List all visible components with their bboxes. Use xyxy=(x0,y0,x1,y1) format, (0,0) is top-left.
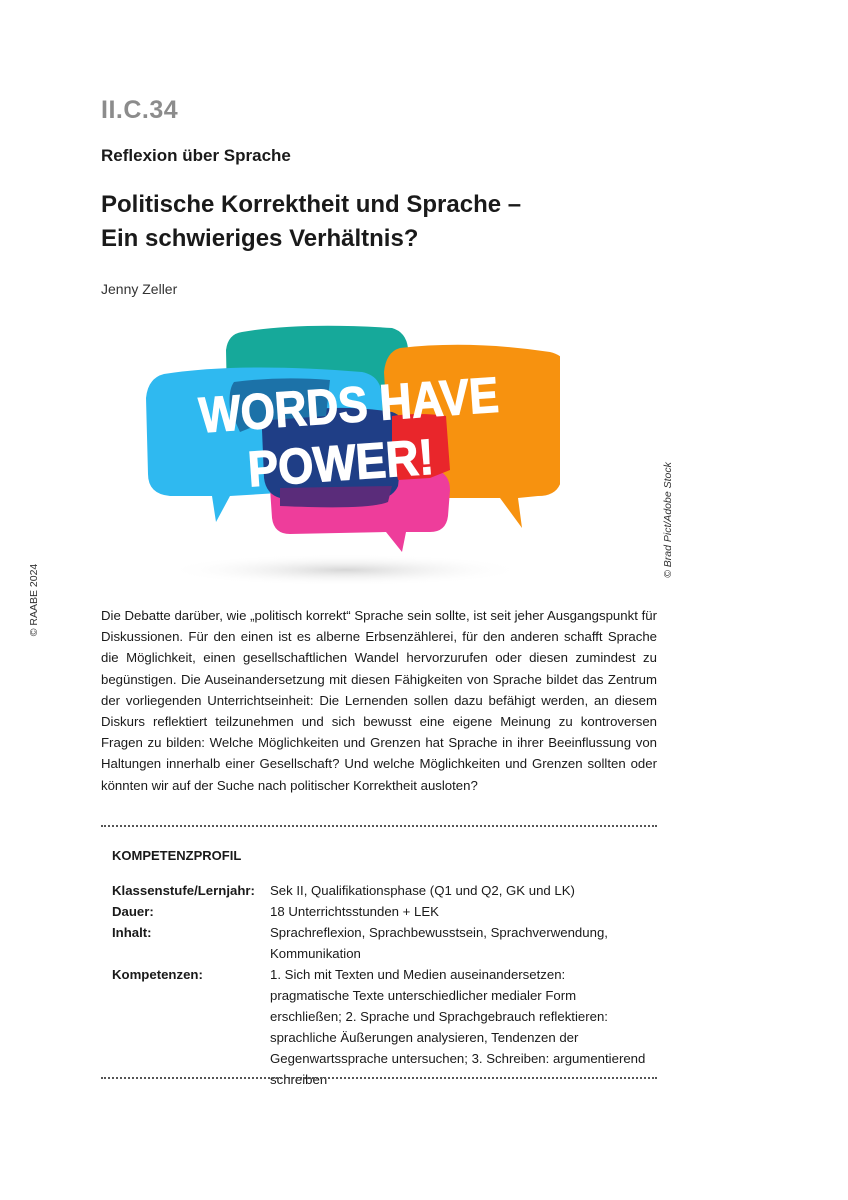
illustration-shadow xyxy=(165,554,525,586)
profile-row xyxy=(112,964,648,1090)
words-have-power-illustration xyxy=(130,320,560,590)
profile-value: Sprachreflexion, Sprachbewusstsein, Sprachverwendung, Kommunikation xyxy=(270,925,608,961)
copyright-notice: © RAABE 2024 xyxy=(28,563,40,637)
profile-value: Sek II, Qualifikationsphase (Q1 und Q2, GK und LK) xyxy=(270,883,575,898)
illustration-text-line-2: POWER! xyxy=(246,427,456,498)
subject-heading: Reflexion über Sprache xyxy=(101,146,291,165)
photo-credit: © Brad Pict/Adobe Stock xyxy=(662,462,674,578)
illustration-text-line-1: WORDS HAVE xyxy=(197,363,542,444)
title-line-1: Politische Korrektheit und Sprache – xyxy=(101,191,522,218)
profile-value: 18 Unterrichtsstunden + LEK xyxy=(270,904,439,919)
unit-code: II.C.34 xyxy=(101,96,179,124)
profile-label: Klassenstufe/Lernjahr: xyxy=(112,883,255,898)
profile-row xyxy=(112,901,648,922)
divider-bottom xyxy=(101,1077,657,1079)
profile-row xyxy=(112,880,648,901)
profile-label: Kompetenzen: xyxy=(112,967,203,982)
kompetenzprofil-heading: KOMPETENZPROFIL xyxy=(112,848,242,863)
profile-row xyxy=(112,922,648,964)
author-name: Jenny Zeller xyxy=(101,281,178,297)
profile-label: Inhalt: xyxy=(112,925,152,940)
profile-label: Dauer: xyxy=(112,904,154,919)
divider-top xyxy=(101,825,657,827)
intro-paragraph: Die Debatte darüber, wie „politisch korrekt“ Sprache sein sollte, ist seit jeher Ausgangspunkt für Diskussionen. Für den einen ist es alberne Erbsenzählerei, für den anderen schafft Sprache die Möglichkeit, einen gesellschaftlichen Wandel hervorzurufen oder diesen zumindest zu begünstigen. Die Auseinandersetzung mit diesen Fähigkeiten von Sprache bildet das Zentrum der vorliegenden Unterrichtseinheit: Die Lernenden sollen dazu befähigt werden, an diesem Diskurs reflektiert teilzunehmen und sich bewusst eine eigene Meinung zu kontroversen Fragen zu bilden: Welche Möglichkeiten und Grenzen hat Sprache in ihrer Beeinflussung von Haltungen innerhalb einer Gesellschaft? Und welche Möglichkeiten und Grenzen sollten oder könnten wir auf der Suche nach politischer Korrektheit ausloten? xyxy=(101,608,657,793)
kompetenzprofil-box xyxy=(112,845,648,1090)
title-line-2: Ein schwieriges Verhältnis? xyxy=(101,225,419,252)
page-title xyxy=(101,188,521,256)
profile-value: 1. Sich mit Texten und Medien auseinandersetzen: pragmatische Texte unterschiedlicher medialer Form erschließen; 2. Sprache und Sprachgebrauch reflektieren: sprachliche Äußerungen analysieren, Tendenzen der Gegenwartssprache untersuchen; 3. Schreiben: argumentierend schreiben xyxy=(270,967,646,1087)
